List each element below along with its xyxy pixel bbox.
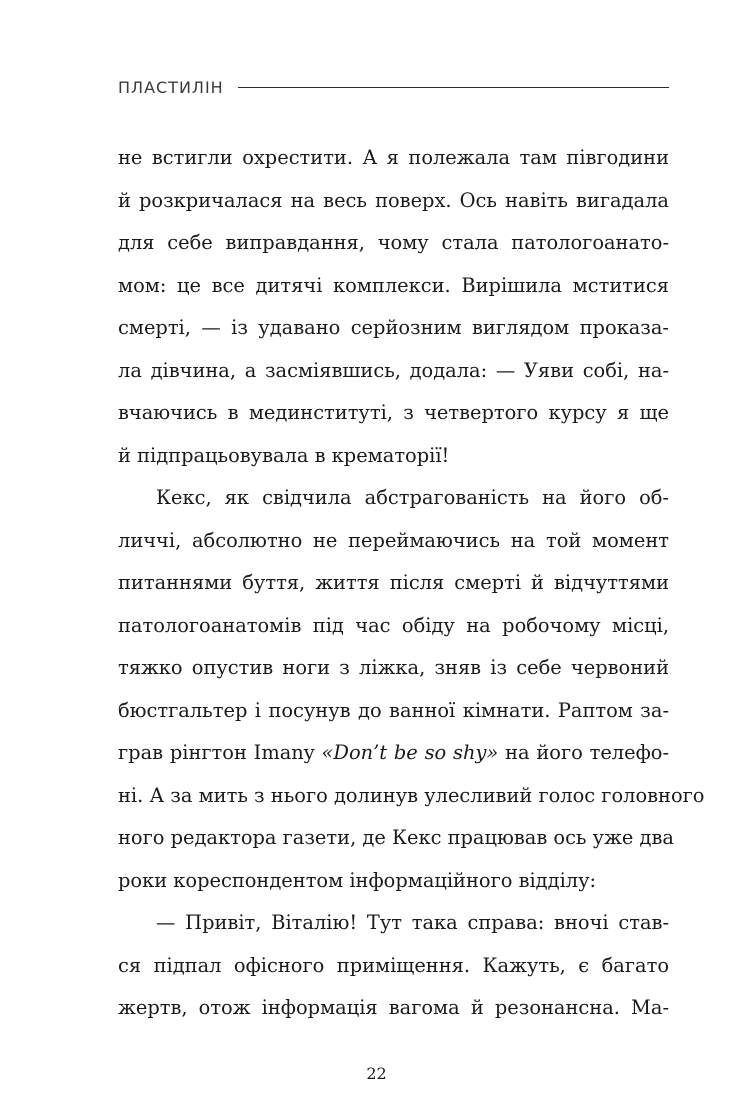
text-line: й розкричалася на весь поверх. Ось навіть вигадала (118, 188, 669, 212)
text-line: личчі, абсолютно не переймаючись на той момент (118, 528, 669, 552)
text-line: ла дівчина, а засміявшись, додала: — Уяви собі, на- (118, 358, 669, 382)
text-line: роки кореспондентом інформаційного відділу: (118, 868, 597, 892)
text-segment: на його телефо- (498, 741, 669, 764)
text-line: патологоанатомів під час обіду на робочому місці, (118, 613, 669, 637)
text-line-with-title (118, 732, 669, 775)
text-line: ного редактора газети, де Кекс працював ось уже два (118, 826, 674, 849)
song-title: «Don’t be so shy» (321, 741, 499, 764)
text-line: ні. А за мить з нього долинув улесливий голос головного (118, 783, 705, 807)
page-number: 22 (366, 1064, 387, 1083)
text-line: бюстгальтер і посунув до ванної кімнати. Раптом за- (118, 698, 669, 722)
text-segment: грав рінгтон Imany (118, 741, 322, 764)
text-line: смерті, — із удавано серйозним виглядом проказа- (118, 316, 669, 339)
text-line: вчаючись в мединституті, з четвертого курсу я ще (118, 401, 669, 424)
text-line: — Привіт, Віталію! Тут така справа: вночі став- (156, 911, 669, 934)
text-line: жертв, отож інформація вагома й резонансна. Ма- (118, 996, 669, 1019)
text-line: питаннями буття, життя після смерті й відчуттями (118, 571, 669, 594)
header-rule (238, 87, 669, 88)
body-text (118, 137, 705, 1030)
text-line: й підпрацьовувала в крематорії! (118, 443, 450, 467)
text-line: мом: це все дитячі комплекси. Вирішила мститися (118, 273, 669, 297)
text-line: не встигли охрестити. А я полежала там півгодини (118, 146, 669, 169)
text-line: тяжко опустив ноги з ліжка, зняв із себе червоний (118, 656, 669, 679)
running-title: ПЛАСТИЛІН (118, 77, 224, 97)
text-line: для себе виправдання, чому стала патологоанато- (118, 231, 669, 254)
text-line: Кекс, як свідчила абстрагованість на його об- (156, 486, 669, 509)
text-line: ся підпал офісного приміщення. Кажуть, є багато (118, 953, 669, 977)
running-head (118, 74, 669, 100)
